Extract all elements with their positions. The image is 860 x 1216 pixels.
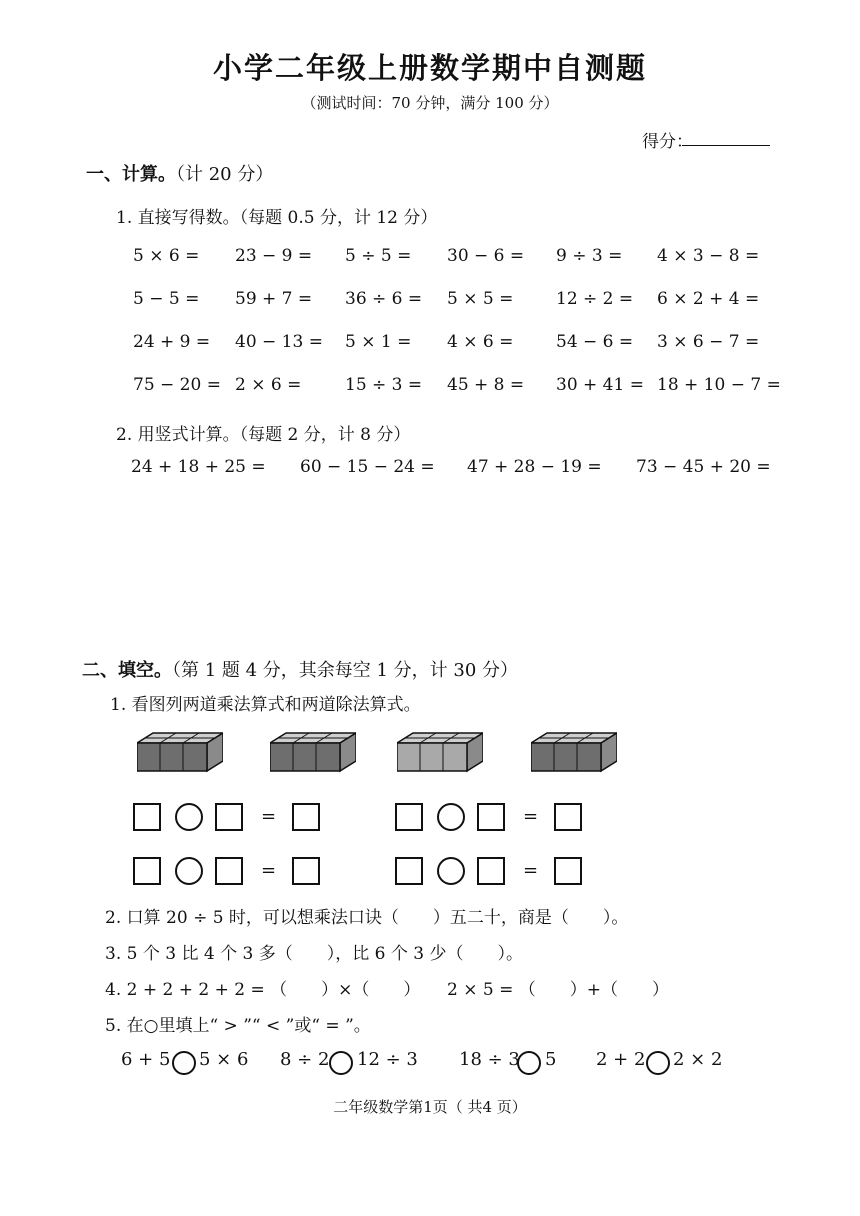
compare-left: 6 + 5 [121,1049,171,1070]
section2-q4a: 4. 2 + 2 + 2 + 2 = （ ）×（ ） [105,980,421,1000]
calc-item[interactable]: 4 × 3 − 8 = [657,246,760,266]
vertical-calc-item[interactable]: 73 − 45 + 20 = [636,457,771,477]
calc-item[interactable]: 5 ÷ 5 = [345,246,412,266]
compare-right: 12 ÷ 3 [357,1049,418,1070]
cube-block-figure [531,731,617,773]
section1-q2-label: 2. 用竖式计算。（每题 2 分，计 8 分） [116,425,411,445]
calc-item[interactable]: 12 ÷ 2 = [556,289,634,309]
answer-box[interactable] [395,803,423,831]
calc-item[interactable]: 18 + 10 − 7 = [657,375,781,395]
answer-box[interactable] [292,857,320,885]
exam-info: （测试时间：70 分钟，满分 100 分） [301,94,559,112]
compare-left: 8 ÷ 2 [280,1049,330,1070]
cube-block-figure [137,731,223,773]
section2-q4b: 2 × 5 = （ ）+（ ） [447,980,669,1000]
calc-item[interactable]: 2 × 6 = [235,375,302,395]
answer-box[interactable] [133,857,161,885]
score-label: 得分： [642,132,693,152]
answer-box[interactable] [215,857,243,885]
calc-item[interactable]: 5 × 6 = [133,246,200,266]
calc-item[interactable]: 5 × 1 = [345,332,412,352]
section2-q2: 2. 口算 20 ÷ 5 时，可以想乘法口诀（ ）五二十，商是（ ）。 [105,908,629,928]
answer-box[interactable] [133,803,161,831]
answer-box[interactable] [292,803,320,831]
calc-item[interactable]: 9 ÷ 3 = [556,246,623,266]
compare-right: 2 × 2 [673,1049,723,1070]
cube-block-figure [270,731,356,773]
page-title: 小学二年级上册数学期中自测题 [212,51,647,85]
calc-item[interactable]: 24 + 9 = [133,332,211,352]
vertical-calc-item[interactable]: 47 + 28 − 19 = [467,457,602,477]
operator-circle[interactable] [437,803,465,831]
vertical-calc-item[interactable]: 60 − 15 − 24 = [300,457,435,477]
calc-item[interactable]: 54 − 6 = [556,332,634,352]
compare-left: 18 ÷ 3 [459,1049,520,1070]
compare-right: 5 [545,1049,557,1070]
calc-item[interactable]: 30 − 6 = [447,246,525,266]
equals-sign: = [261,806,277,827]
calc-item[interactable]: 3 × 6 − 7 = [657,332,760,352]
section1-heading [86,160,273,186]
compare-circle[interactable] [329,1051,353,1075]
compare-circle[interactable] [646,1051,670,1075]
score-blank[interactable] [682,145,770,146]
calc-item[interactable]: 36 ÷ 6 = [345,289,423,309]
answer-box[interactable] [554,803,582,831]
section2-note: （第 1 题 4 分，其余每空 1 分，计 30 分） [172,660,519,681]
operator-circle[interactable] [175,857,203,885]
calc-item[interactable]: 6 × 2 + 4 = [657,289,760,309]
compare-left: 2 + 2 [596,1049,646,1070]
equals-sign: = [523,806,539,827]
calc-item[interactable]: 59 + 7 = [235,289,313,309]
equals-sign: = [523,860,539,881]
compare-circle[interactable] [172,1051,196,1075]
answer-box[interactable] [215,803,243,831]
calc-item[interactable]: 75 − 20 = [133,375,221,395]
calc-item[interactable]: 45 + 8 = [447,375,525,395]
calc-item[interactable]: 15 ÷ 3 = [345,375,423,395]
calc-item[interactable]: 5 × 5 = [447,289,514,309]
answer-box[interactable] [395,857,423,885]
operator-circle[interactable] [175,803,203,831]
section2-title: 二、填空。 [82,660,172,681]
answer-box[interactable] [477,857,505,885]
equals-sign: = [261,860,277,881]
page-footer: 二年级数学第1页（ 共4 页） [333,1098,527,1116]
operator-circle[interactable] [437,857,465,885]
section2-q1-label: 1. 看图列两道乘法算式和两道除法算式。 [110,695,421,715]
section1-title: 一、计算。 [86,164,176,185]
vertical-calc-item[interactable]: 24 + 18 + 25 = [131,457,266,477]
section2-q5-label: 5. 在○里填上“ > ”“ < ”或“ = ”。 [105,1016,371,1036]
answer-box[interactable] [477,803,505,831]
section2-heading [82,656,518,682]
calc-item[interactable]: 30 + 41 = [556,375,644,395]
compare-right: 5 × 6 [199,1049,249,1070]
calc-item[interactable]: 4 × 6 = [447,332,514,352]
answer-box[interactable] [554,857,582,885]
section2-q3: 3. 5 个 3 比 4 个 3 多（ ），比 6 个 3 少（ ）。 [105,944,523,964]
calc-item[interactable]: 23 − 9 = [235,246,313,266]
compare-circle[interactable] [517,1051,541,1075]
cube-block-figure [397,731,483,773]
section1-q1-label: 1. 直接写得数。（每题 0.5 分，计 12 分） [116,208,438,228]
calc-item[interactable]: 5 − 5 = [133,289,200,309]
section1-note: （计 20 分） [176,164,274,185]
calc-item[interactable]: 40 − 13 = [235,332,323,352]
